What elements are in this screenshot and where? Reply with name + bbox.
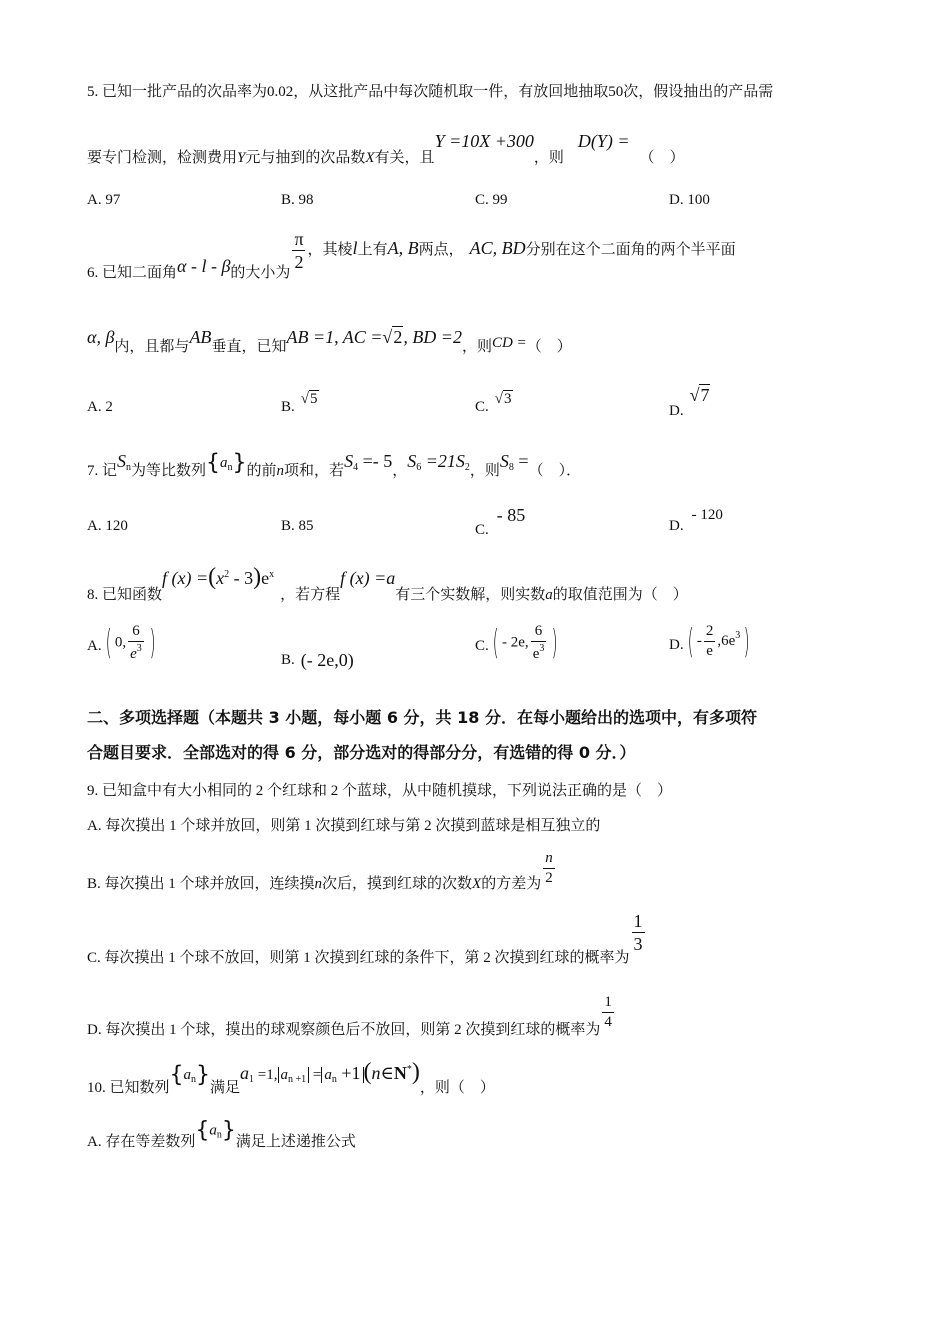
q8-text-b: ，若方程: [280, 587, 341, 603]
q8-option-c-den-exp: 3: [539, 643, 545, 654]
section2-heading-line1: 二、多项选择题（本题共 3 小题，每小题 6 分，共 18 分．在每小题给出的选项中，有多项符: [87, 708, 757, 727]
q10-an: a: [183, 1067, 192, 1083]
q5-var-y: Y: [237, 150, 246, 166]
q6-option-c-label: C.: [475, 399, 489, 415]
q6-option-b-label: B.: [281, 399, 295, 415]
q9-option-b-text-a: B. 每次摸出 1 个球并放回，连续摸: [87, 875, 315, 892]
q7-text-a: 7. 记: [87, 463, 118, 479]
q8-option-c-num: 6: [534, 623, 543, 639]
q7-sn: S: [117, 451, 127, 471]
q10-star: *: [406, 1064, 412, 1075]
q6-option-a: A. 2: [87, 399, 113, 415]
q6-text-f: 分别在这个二面角的两个半平面: [525, 241, 736, 258]
q7-text-c: 的前: [246, 463, 277, 479]
q8-option-a-frac: [128, 624, 144, 662]
q10-line: [87, 1059, 495, 1096]
q8-option-a-lparen: (: [105, 623, 112, 663]
q8-e: e: [261, 568, 270, 588]
q6-option-d: [669, 385, 710, 419]
q6-text-i: 垂直，已知: [211, 339, 287, 355]
q10-cond-n: n: [371, 1063, 381, 1083]
q10-option-a-text-a: A. 存在等差数列: [87, 1134, 196, 1151]
q5-blank: （ ）: [639, 150, 685, 166]
q10-abs-left: [278, 1067, 310, 1083]
q7-option-d-label: D.: [669, 518, 684, 534]
q8-a: a: [545, 587, 553, 603]
q10-an2-sub: n: [331, 1074, 337, 1085]
q7-s6: S: [407, 451, 417, 471]
q6-ab: AB: [189, 327, 212, 347]
q7-n: n: [276, 463, 285, 479]
q9-option-d-den: 4: [604, 1014, 612, 1030]
q7-option-c: [475, 505, 526, 538]
q8-option-d-exp: 3: [735, 629, 741, 641]
q7-text-d: 项和，若: [284, 463, 345, 479]
q8-option-d-num: 2: [705, 623, 714, 639]
q10-an2: a: [324, 1067, 332, 1083]
q7-brace-right: }: [232, 450, 247, 476]
q10-paren-left: (: [363, 1059, 372, 1085]
q6-edge-l: l: [352, 237, 358, 258]
q6-sqrt2: √2: [382, 327, 403, 347]
q5-option-c: C. 99: [475, 192, 508, 208]
q8-option-d-minus: -: [696, 632, 702, 649]
q8-minus3: - 3: [229, 568, 254, 588]
q7-s4-val: =- 5: [358, 451, 393, 471]
q8-option-d-den: e: [706, 643, 713, 659]
q6-planes: α, β: [87, 327, 115, 347]
q9-option-b-text-b: 次后，摸到红球的次数: [322, 875, 473, 892]
q6-sqrt2-arg: 2: [393, 327, 403, 347]
q7-option-d: [669, 507, 723, 534]
q10-text-a: 10. 已知数列: [87, 1080, 170, 1096]
q8-option-a-den-base: e: [130, 646, 137, 662]
q10-option-a-brace-right: }: [221, 1118, 236, 1143]
q10-an1: a: [280, 1067, 288, 1083]
q6-frac-num: π: [294, 229, 304, 249]
q6-frac-den: 2: [294, 252, 304, 272]
q8-paren-left: (: [208, 564, 217, 590]
q8-paren-right: ): [253, 564, 262, 590]
q8-line: [87, 564, 688, 603]
q6-text-c: ，其棱: [307, 241, 353, 258]
q8-option-a-label: A.: [87, 638, 102, 655]
q9-option-b-frac: [543, 851, 555, 886]
q8-option-c-left: - 2e,: [502, 634, 529, 651]
q5-text-a: 要专门检测，检测费用: [87, 150, 238, 166]
q6-text-b: 的大小为: [230, 264, 291, 281]
q9-option-d-num: 1: [604, 994, 612, 1010]
q5-text-c: 有关，且: [374, 150, 435, 166]
q5-dy: D(Y) =: [577, 131, 630, 151]
q6-option-c: [475, 391, 513, 415]
q7-text-b: 为等比数列: [131, 463, 207, 479]
q7-s8-sub: 8: [508, 462, 514, 473]
q9-option-b-den: 2: [545, 870, 553, 886]
q6-line1: [87, 229, 736, 281]
q9-option-d-text: D. 每次摸出 1 个球，摸出的球观察颜色后不放回，则第 2 次摸到红球的概率为: [87, 1021, 601, 1038]
q5-var-x: X: [365, 150, 375, 166]
q5-line1: 5. 已知一批产品的次品率为0.02，从这批产品中每次随机取一件，有放回地抽取50次，假设抽出的产品需: [87, 84, 774, 100]
q7-text-e: ，则: [469, 463, 500, 479]
q8-option-c-rparen: ): [552, 623, 558, 663]
q7-sn-sub: n: [126, 462, 132, 473]
q9-option-d: [87, 994, 616, 1038]
q6-cond1: AB =1, AC =: [286, 327, 383, 347]
q5-line2: [87, 131, 685, 166]
q8-option-c-den: [531, 641, 547, 662]
q8-option-c-lparen: (: [492, 623, 499, 663]
q8-option-c-label: C.: [475, 638, 489, 655]
q9-option-c-frac: [632, 912, 645, 953]
q10-paren-right: ): [411, 1059, 420, 1085]
q8-text-a: 8. 已知函数: [87, 587, 163, 603]
q7-s6-eq: =21S: [421, 451, 465, 471]
q10-plus1: +1: [336, 1063, 361, 1083]
q10-an1-sub: n +1: [288, 1074, 307, 1085]
q6-option-b-value: √5: [300, 391, 318, 407]
q7-s2-sub: 2: [464, 462, 470, 473]
q7-blank: （ ）．: [528, 463, 582, 479]
q10-option-a-brace-left: {: [195, 1118, 210, 1143]
q6-line2: [87, 327, 572, 355]
q8-option-c-den-base: e: [532, 646, 540, 662]
q8-option-a: [87, 624, 159, 662]
q8-option-d-rparen: ): [743, 621, 750, 662]
q5-text-b: 元与抽到的次品数: [245, 150, 366, 166]
q7-s8: S: [499, 451, 509, 471]
q10-option-a-an-sub: n: [216, 1129, 222, 1141]
q6-text-d: 上有: [357, 241, 388, 258]
q8-option-c: [475, 624, 562, 662]
q8-fx: f (x) =: [162, 568, 209, 588]
q6-text-j: ，则: [461, 339, 492, 355]
q7-s8-eq: =: [513, 451, 529, 471]
q8-option-a-den: [128, 641, 144, 662]
q6-acbd: AC, BD: [469, 237, 526, 258]
q10-an-sub: n: [191, 1074, 197, 1085]
q8-option-b-value: (- 2e,0): [300, 650, 354, 670]
q8-option-d-lparen: (: [687, 621, 694, 662]
q8-x: x: [216, 568, 225, 588]
q8-x-exp: 2: [224, 569, 230, 580]
q9-stem: 9. 已知盒中有大小相同的 2 个红球和 2 个蓝球，从中随机摸球，下列说法正确的是（ ）: [87, 783, 673, 799]
q8-text-d: 的取值范围为（ ）: [552, 587, 688, 603]
q10-eq2: =: [309, 1067, 322, 1083]
q9-option-c-den: 3: [633, 934, 643, 954]
q8-option-a-left: 0,: [114, 634, 127, 651]
q5-formula: Y =10X +300: [434, 131, 534, 151]
q6-option-b: [281, 391, 319, 415]
q7-option-c-value: - 85: [496, 505, 526, 525]
q6-angle: α - l - β: [177, 255, 231, 276]
section2-heading-line2: 合题目要求．全部选对的得 6 分，部分选对的得部分分，有选错的得 0 分．）: [87, 743, 636, 762]
q9-option-b-n: n: [314, 875, 323, 892]
q9-option-c-num: 1: [633, 911, 643, 931]
q10-option-a: [87, 1118, 356, 1151]
q8-e-exp: x: [269, 569, 275, 580]
q8-option-a-rparen: ): [149, 623, 156, 663]
q6-blank: （ ）: [526, 339, 572, 355]
q7-an-sub: n: [227, 462, 233, 473]
q9-option-d-frac: [602, 995, 614, 1030]
q8-option-a-num: 6: [132, 623, 140, 639]
q9-option-c-text: C. 每次摸出 1 个球不放回，则第 1 次摸到红球的条件下，第 2 次摸到红球的概率为: [87, 949, 630, 966]
q6-points: A, B: [387, 237, 419, 258]
q8-option-c-frac: [531, 624, 547, 662]
q9-option-c: [87, 911, 647, 966]
q10-option-a-text-b: 满足上述递推公式: [235, 1134, 356, 1151]
q7-s6-sub: 6: [416, 462, 422, 473]
q6-cd: CD =: [491, 335, 527, 351]
q6-text-e: 两点，: [418, 241, 464, 258]
q7-comma: ，: [392, 463, 408, 479]
q9-option-b-x: X: [472, 875, 482, 892]
q8-option-d-label: D.: [669, 636, 684, 653]
q8-text-c: 有三个实数解，则实数: [395, 587, 546, 603]
q5-option-b: B. 98: [281, 192, 314, 208]
q10-a1: a: [240, 1063, 250, 1083]
q10-a1-sub: 1: [249, 1074, 255, 1085]
q9-option-b-num: n: [545, 850, 553, 866]
q8-option-a-den-exp: 3: [136, 643, 142, 654]
q7-s4-sub: 4: [353, 462, 359, 473]
q10-naturals: N: [393, 1063, 407, 1083]
q6-text-h: 内，且都与: [114, 339, 190, 355]
q10-brace-left: {: [169, 1062, 184, 1088]
q6-option-d-arg: 7: [700, 385, 710, 405]
q6-text-a: 6. 已知二面角: [87, 264, 178, 281]
q5-sep: ，则: [533, 150, 564, 166]
q7-brace-left: {: [206, 450, 221, 476]
q7-option-c-label: C.: [475, 522, 489, 538]
q7-option-b: B. 85: [281, 518, 314, 534]
q6-fraction: [292, 230, 305, 271]
q6-option-d-label: D.: [669, 403, 684, 419]
q10-in: ∈: [380, 1063, 394, 1083]
q7-line: [87, 450, 582, 479]
q8-option-d-frac: [704, 624, 716, 659]
q6-cond2: , BD =2: [403, 327, 462, 347]
q7-s4: S: [344, 451, 354, 471]
q8-option-d: [669, 621, 754, 662]
q10-brace-right: }: [196, 1062, 211, 1088]
q8-option-b: [281, 649, 354, 668]
q10-option-a-an: a: [209, 1122, 217, 1139]
q10-eq1: =1,: [254, 1067, 278, 1083]
q6-option-c-arg: 3: [504, 391, 512, 407]
q9-option-a: A. 每次摸出 1 个球并放回，则第 1 次摸到红球与第 2 次摸到蓝球是相互独立的: [87, 818, 601, 834]
q7-option-a: A. 120: [87, 518, 128, 534]
q8-option-d-right: ,6e: [717, 632, 736, 649]
q10-text-b: 满足: [210, 1080, 241, 1096]
q6-option-b-arg: 5: [310, 391, 318, 407]
q5-option-a: A. 97: [87, 192, 121, 208]
q6-option-d-value: √7: [689, 385, 710, 405]
q8-eq: f (x) =a: [340, 568, 396, 588]
q7-an: a: [220, 455, 228, 471]
q9-option-b-text-c: 的方差为: [481, 875, 542, 892]
q10-abs-right: [321, 1063, 363, 1085]
q9-option-b: [87, 850, 557, 892]
q8-option-b-label: B.: [281, 652, 295, 668]
q6-option-c-value: √3: [494, 391, 512, 407]
q7-option-d-value: - 120: [691, 507, 723, 523]
q5-option-d: D. 100: [669, 192, 710, 208]
q10-text-c: ，则（ ）: [419, 1080, 495, 1096]
